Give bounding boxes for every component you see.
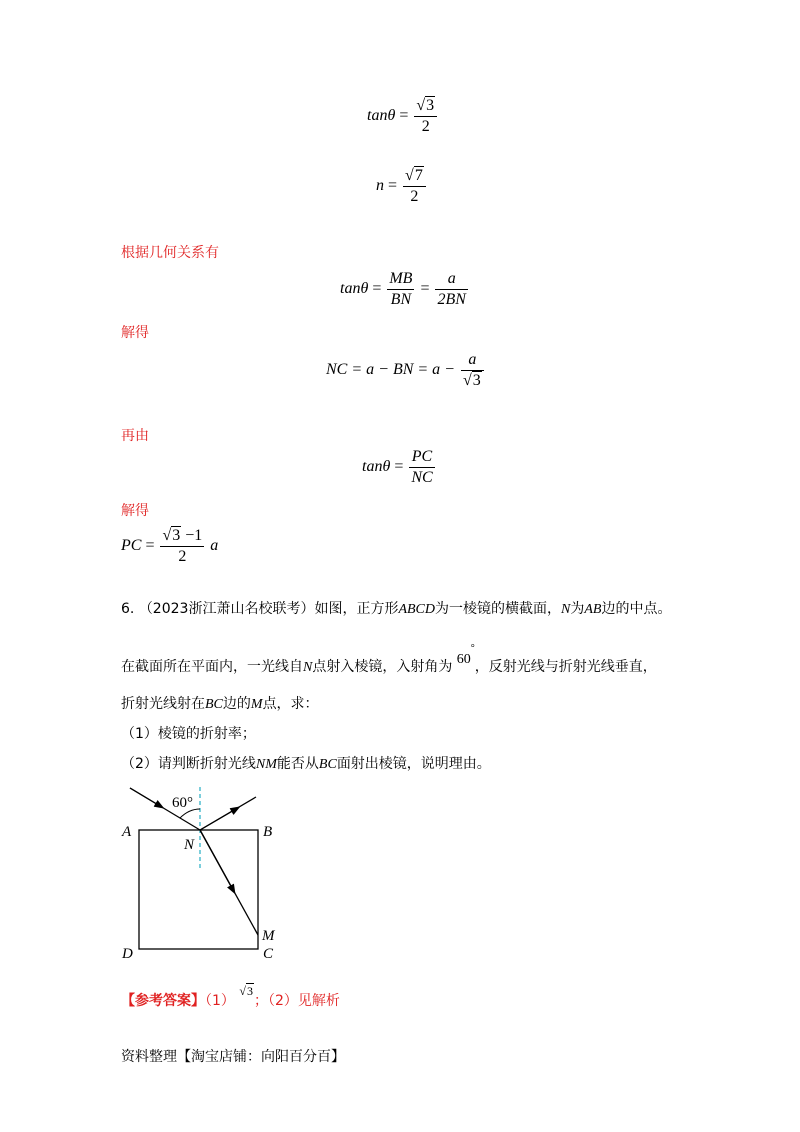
- label-geometry: 根据几何关系有: [121, 245, 219, 261]
- eq3-equals-2: =: [420, 280, 430, 298]
- label-c: C: [263, 946, 274, 962]
- problem-var-nm: NM: [255, 757, 277, 772]
- eq5-equals: =: [394, 458, 404, 476]
- eq4-num: a: [461, 350, 484, 371]
- incident-angle-value: 60: [456, 652, 471, 667]
- eq4-middle: = a − BN = a −: [351, 361, 455, 379]
- problem-text: 如图，正方形: [314, 601, 399, 617]
- problem-text: 边的: [222, 696, 251, 712]
- eq5-den: NC: [411, 469, 433, 486]
- question-1: （1）棱镜的折射率；: [121, 726, 256, 742]
- eq1-equals: =: [399, 107, 409, 125]
- eq1-radicand: 3: [426, 97, 435, 114]
- problem-text: 折射光线射在: [121, 696, 205, 712]
- eq3-den1: BN: [390, 291, 412, 308]
- problem-text: 为一棱镜的横截面，: [435, 601, 562, 617]
- label-a: A: [122, 824, 132, 840]
- label-b: B: [263, 824, 273, 840]
- equation-tan-theta-2: [340, 269, 470, 310]
- eq6-den: 2: [178, 548, 187, 565]
- eq2-equals: =: [388, 177, 398, 195]
- answer-part-2: （2）见解析: [267, 993, 340, 1009]
- problem-text: 为: [570, 601, 585, 617]
- problem-text: 在截面所在平面内，一光线自: [121, 659, 303, 675]
- footer-note: 资料整理【淘宝店铺：向阳百分百】: [121, 1049, 345, 1065]
- problem-line-1: [121, 598, 671, 618]
- degree-symbol: °: [470, 643, 475, 654]
- eq2-fraction: $\frac{√7}{2}$: [403, 166, 426, 207]
- incident-angle: [456, 643, 475, 667]
- problem-text: 面射出棱镜，说明理由。: [336, 756, 491, 772]
- eq4-lhs: NC: [326, 361, 348, 379]
- label-again: 再由: [121, 428, 149, 444]
- eq3-lhs: tanθ: [340, 280, 369, 298]
- eq6-radicand: 3: [172, 527, 181, 544]
- eq3-fraction-2: [435, 269, 467, 310]
- label-m: M: [262, 928, 275, 944]
- eq6-num-tail: −1: [181, 527, 203, 544]
- label-d: D: [122, 946, 133, 962]
- equation-nc: [326, 350, 486, 391]
- eq5-lhs: tanθ: [362, 458, 391, 476]
- angle-label: 60°: [172, 795, 193, 811]
- eq4-radicand: 3: [472, 372, 481, 389]
- equation-n: [376, 166, 428, 207]
- problem-line-2: [121, 643, 657, 676]
- eq3-fraction-1: [387, 269, 414, 310]
- problem-source: （2023浙江萧山名校联考）: [138, 601, 315, 617]
- eq2-lhs: n: [376, 177, 384, 195]
- problem-text: 点，求：: [262, 696, 319, 712]
- eq2-denominator: 2: [410, 188, 419, 205]
- eq6-lhs: PC: [121, 537, 142, 555]
- reflected-ray-arrow: [200, 809, 236, 830]
- square-abcd: [139, 830, 258, 949]
- eq3-den2: 2BN: [437, 291, 466, 308]
- problem-text: 点射入棱镜，入射角为: [312, 659, 453, 675]
- answer-part-1: （1）: [205, 993, 235, 1009]
- eq5-fraction: [409, 447, 434, 488]
- eq3-num2: a: [435, 269, 467, 290]
- eq6-tail: a: [210, 537, 219, 555]
- problem-text: 边的中点。: [601, 601, 672, 617]
- eq1-lhs: tanθ: [367, 107, 396, 125]
- answer-separator: ；: [253, 993, 268, 1009]
- label-n: N: [184, 837, 195, 853]
- eq1-denominator: 2: [421, 118, 430, 135]
- problem-text: 能否从: [276, 756, 319, 772]
- refracted-ray-arrow: [200, 830, 233, 890]
- answer-sqrt: √3: [239, 984, 253, 998]
- eq1-fraction: $\frac{√3}{2}$: [414, 96, 437, 137]
- problem-var-n: N: [303, 660, 313, 675]
- prism-figure: [115, 785, 285, 965]
- problem-number: 6.: [121, 601, 135, 617]
- incident-ray-arrow: [130, 788, 160, 806]
- answer-radicand: 3: [246, 984, 253, 998]
- equation-tan-theta-1: [367, 96, 439, 137]
- eq6-fraction: $\frac{√3 -1}{2}$: [162, 527, 203, 565]
- problem-var-m: M: [250, 697, 263, 712]
- equation-tan-theta-3: [362, 447, 437, 488]
- problem-text: ，反射光线与折射光线垂直，: [474, 659, 657, 675]
- equation-pc: [121, 526, 218, 567]
- problem-line-3: [121, 693, 319, 713]
- problem-var-ab: AB: [584, 602, 602, 617]
- problem-var-bc: BC: [205, 697, 223, 712]
- eq3-equals: =: [372, 280, 382, 298]
- eq4-fraction: $\frac{a}{√3}$: [461, 350, 484, 391]
- eq3-num1: MB: [387, 269, 414, 290]
- label-solve-2: 解得: [121, 503, 149, 519]
- problem-var-bc: BC: [318, 757, 337, 772]
- question-2: [121, 753, 491, 773]
- eq6-equals: =: [145, 537, 155, 555]
- problem-var-abcd: ABCD: [398, 602, 436, 617]
- label-solve-1: 解得: [121, 325, 149, 341]
- eq2-radicand: 7: [414, 167, 423, 184]
- answer-tag: 【参考答案】: [121, 993, 205, 1009]
- problem-text: （2）请判断折射光线: [121, 756, 256, 772]
- eq5-num: PC: [409, 447, 434, 468]
- problem-var-n: N: [561, 602, 571, 617]
- answer-line: [121, 984, 340, 1010]
